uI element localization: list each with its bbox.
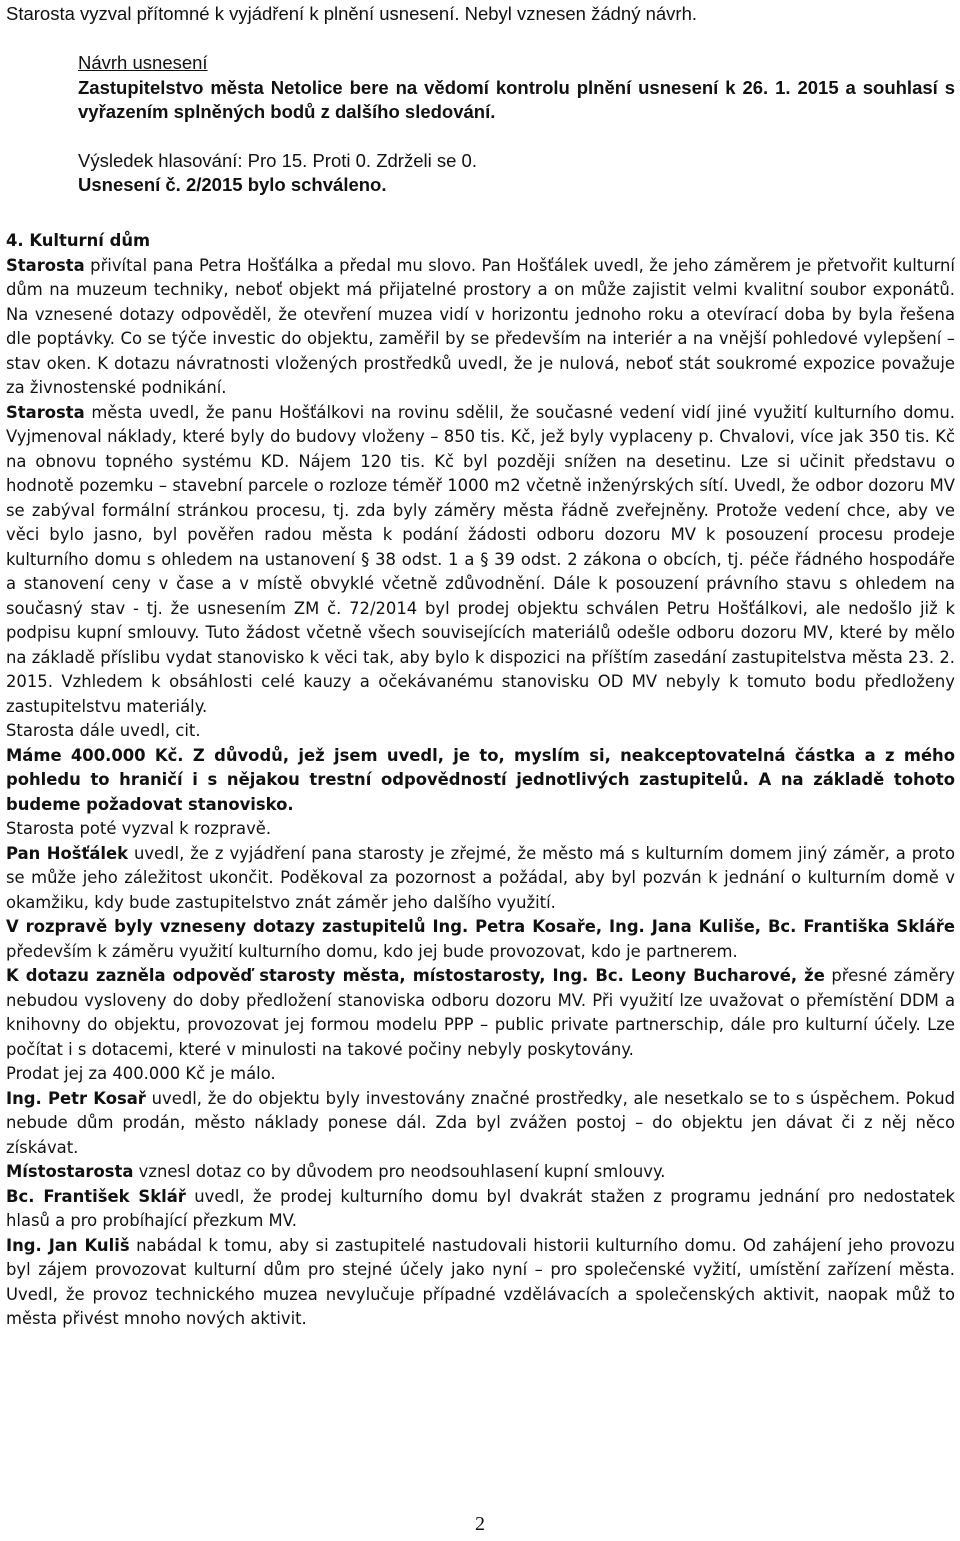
paragraph-12 [6,1185,955,1234]
paragraph-text: uvedl, že prodej kulturního domu byl dvakrát stažen z programu jednání pro nedostatek hlasů a pro probíhající přezkum MV. [6,1186,955,1230]
paragraph-text: přivítal pana Petra Hošťálka a předal mu slovo. Pan Hošťálek uvedl, že jeho záměrem je přetvořit kulturní dům na muzeum techniky, neboť objekt má přijatelné prostory a on může zajistit velmi kvalitní soubor exponátů. Na vznesené dotazy odpověděl, že otevření muzea vidí v horizontu jednoho roku a otevírací doba by byla řešena dle poptávky. Co se týče investic do objektu, zaměřil by se především na interiér a na vnější pohledové vylepšení – stav oken. K dotazu návratnosti vložených prostředků uvedl, že je nulová, neboť stát soukromé expozice považuje za živnostenské podnikání. [6,255,955,397]
speaker-lead: K dotazu zazněla odpověď starosty města, místostarosty, Ing. Bc. Leony Bucharové, že [6,966,825,985]
paragraph-9: Prodat jej za 400.000 Kč je málo. [6,1064,276,1083]
speaker-lead: Starosta [6,402,85,422]
speaker-lead: Pan Hošťálek [6,843,129,863]
resolution-result: Usnesení č. 2/2015 bylo schváleno. [78,174,387,195]
paragraph-text: přesné záměry nebudou vysloveny do doby předložení stanoviska odboru dozoru MV. Při využití lze uvažovat o přemístění DDM a knihovny do objektu, provozovat jej formou modelu PPP – public private partnerschip, dále pro kulturní účely. Lze počítat i s dotacemi, které v minulosti na takové počiny nebyly poskytovány. [6,966,955,1059]
paragraph-10 [6,1087,955,1161]
paragraph-5: Starosta poté vyzval k rozpravě. [6,819,272,838]
paragraph-1 [6,254,955,401]
quote-paragraph: Máme 400.000 Kč. Z důvodů, jež jsem uvedl, je to, myslím si, neakceptovatelná částka a z mého pohledu to hraničí i s nějakou trestní odpovědností jednotlivých zastupitelů. A na základě tohoto budeme požadovat stanovisko. [6,745,955,814]
paragraph-text: města uvedl, že panu Hošťálkovi na rovinu sdělil, že současné vedení vidí jiné využití kulturního domu. Vyjmenoval náklady, které byly do budovy vloženy – 850 tis. Kč, jež byly vyplaceny p. Chvalovi, více jak 350 tis. Kč na obnovu topného systému KD. Nájem 120 tis. Kč byl později snížen na desetinu. Lze si učinit představu o hodnotě pozemku – stavební parcele o rozloze téměř 1000 m2 včetně inženýrských sítí. Uvedl, že odbor dozoru MV se zabýval formální stránkou procesu, tj. zda byly záměry města řádně zveřejněny. Protože vedení chce, aby ve věci bylo jasno, byl pověřen radou města k podání žádosti odboru dozoru MV k posouzení procesu prodeje kulturního domu s ohledem na ustanovení § 38 odst. 1 a § 39 odst. 2 zákona o obcích, tj. péče řádného hospodáře a stanovení ceny v čase a v místě obvyklé včetně zdůvodnění. Dále k posouzení právního stavu s ohledem na současný stav - tj. že usnesením ZM č. 72/2014 byl prodej objektu schválen Petru Hošťálkovi, ale nedošlo již k podpisu kupní smlouvy. Tuto žádost včetně všech souvisejících materiálů odešle odboru dozoru MV, které by mělo na základě příslibu vydat stanovisko k věci tak, aby bylo k dispozici na příštím zasedání zastupitelstva města 23. 2. 2015. Vzhledem k obsáhlosti celé kauzy a očekávanému stanovisku OD MV nebyly k tomuto bodu předloženy zastupitelstvu materiály. [6,402,955,716]
paragraph-text: především k záměru využití kulturního domu, kdo jej bude provozovat, kdo je partnerem. [6,941,738,961]
speaker-lead: Bc. František Sklář [6,1186,186,1206]
proposal-block [6,51,955,198]
paragraph-text: uvedl, že z vyjádření pana starosty je zřejmé, že město má s kulturním domem jiný záměr, a proto se může jeho záležitost ukončit. Poděkoval za pozornost a požádal, aby byl pozván k jednání o kulturním domě v okamžiku, kdy bude zastupitelstvo znát záměr jeho dalšího využití. [6,843,955,912]
paragraph-8 [6,964,955,1062]
section-kulturni-dum [6,229,955,1332]
paragraph-3: Starosta dále uvedl, cit. [6,721,201,740]
section-title: 4. Kulturní dům [6,231,151,250]
paragraph-11 [6,1160,955,1185]
intro-paragraph: Starosta vyzval přítomné k vyjádření k plnění usnesení. Nebyl vznesen žádný návrh. [6,3,698,24]
vote-result: Výsledek hlasování: Pro 15. Proti 0. Zdrželi se 0. [78,149,477,171]
proposal-text: Zastupitelstvo města Netolice bere na vědomí kontrolu plnění usnesení k 26. 1. 2015 a souhlasí s vyřazením splněných bodů z dalšího sledování. [78,76,955,122]
speaker-lead: Místostarosta [6,1162,134,1181]
speaker-lead: Ing. Jan Kuliš [6,1235,130,1255]
speaker-lead: V rozpravě byly vzneseny dotazy zastupitelů Ing. Petra Kosaře, Ing. Jana Kuliše, Bc. Františka Skláře [6,917,955,936]
speaker-lead: Starosta [6,255,85,275]
proposal-heading: Návrh usnesení [78,52,208,73]
paragraph-text: nabádal k tomu, aby si zastupitelé nastudovali historii kulturního domu. Od zahájení jeho provozu byl zájem provozovat kulturní dům pro stejné účely jako nyní – pro společenské vyžití, umístění zařízení města. Uvedl, že provoz technického muzea nevylučuje případné vzdělávacích a společenských aktivit, naopak můž to města přivést mnoho nových aktivit. [6,1235,956,1328]
speaker-lead: Ing. Petr Kosař [6,1088,146,1108]
paragraph-2 [6,401,955,720]
paragraph-text: uvedl, že do objektu byly investovány značné prostředky, ale nesetkalo se to s úspěchem. Pokud nebude dům prodán, město náklady ponese dál. Zda byl zvážen postoj – do objektu jen dávat či z něj něco získávat. [6,1088,956,1157]
paragraph-text: vznesl dotaz co by důvodem pro neodsouhlasení kupní smlouvy. [133,1162,666,1181]
paragraph-7 [6,915,955,964]
page-number: 2 [475,1513,485,1535]
paragraph-6 [6,842,955,916]
paragraph-13 [6,1234,955,1332]
